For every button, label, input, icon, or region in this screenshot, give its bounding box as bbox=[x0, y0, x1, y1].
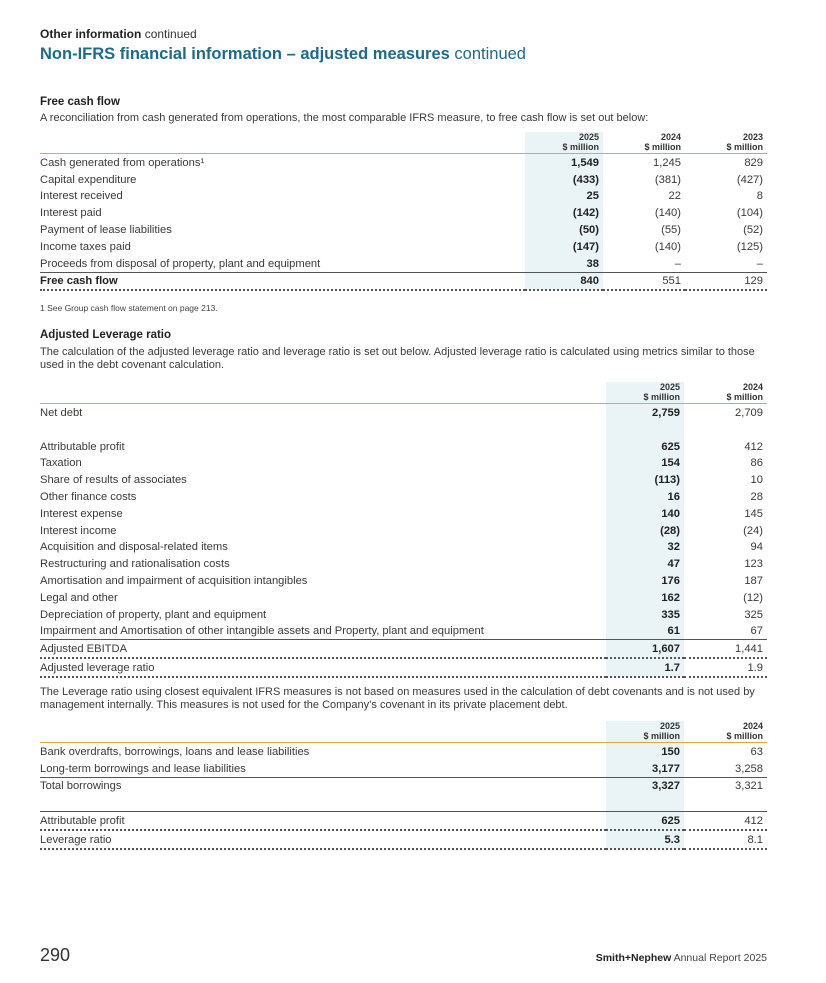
table-row bbox=[40, 505, 767, 522]
report-name: Annual Report 2025 bbox=[673, 952, 767, 964]
free-cash-flow-table bbox=[40, 132, 767, 291]
row-label: Attributable profit bbox=[40, 812, 606, 830]
cell-value: (125) bbox=[736, 240, 763, 253]
table-row bbox=[40, 522, 767, 539]
cell-value: – bbox=[756, 257, 763, 270]
table-row bbox=[40, 272, 767, 290]
cell-value: 22 bbox=[668, 190, 681, 203]
cell-value: 551 bbox=[603, 272, 685, 290]
cell-value: (433) bbox=[525, 171, 603, 188]
cell-value: 140 bbox=[606, 505, 684, 522]
cell-value: 38 bbox=[525, 255, 603, 272]
row-label: Bank overdrafts, borrowings, loans and lease liabilities bbox=[40, 745, 310, 758]
row-label: Adjusted EBITDA bbox=[40, 640, 606, 658]
table-row bbox=[40, 743, 767, 760]
cell-value: 25 bbox=[525, 188, 603, 205]
free-cash-flow-intro: A reconciliation from cash generated from operations, the most comparable IFRS measure, to free cash flow is set out below: bbox=[40, 112, 649, 124]
page-title-main: Non-IFRS financial information – adjusted measures bbox=[40, 45, 450, 63]
section-suffix: continued bbox=[144, 27, 197, 41]
page-title-suffix: continued bbox=[454, 45, 526, 63]
cell-value: (12) bbox=[743, 591, 763, 604]
cell-value: (28) bbox=[606, 522, 684, 539]
table-row bbox=[40, 488, 767, 505]
table-row bbox=[40, 539, 767, 556]
cell-value: 8 bbox=[756, 190, 763, 203]
cell-value: (147) bbox=[525, 238, 603, 255]
table-row bbox=[40, 830, 767, 849]
brand-name: Smith+Nephew bbox=[595, 952, 672, 964]
cell-value: 3,321 bbox=[684, 777, 767, 794]
cell-value: 123 bbox=[744, 558, 763, 571]
cell-value: (50) bbox=[525, 221, 603, 238]
row-label: Share of results of associates bbox=[40, 474, 187, 487]
cell-value: 1,441 bbox=[684, 640, 767, 658]
cell-value: 3,177 bbox=[606, 760, 684, 777]
cell-value: 154 bbox=[606, 455, 684, 472]
row-label: Interest expense bbox=[40, 507, 123, 520]
row-label: Payment of lease liabilities bbox=[40, 223, 172, 236]
row-label: Attributable profit bbox=[40, 440, 125, 453]
cell-value: 86 bbox=[750, 457, 763, 470]
cell-value: (52) bbox=[743, 223, 763, 236]
cell-value: 10 bbox=[750, 474, 763, 487]
table-row bbox=[40, 188, 767, 205]
cell-value: 1.7 bbox=[606, 658, 684, 677]
table-row bbox=[40, 640, 767, 658]
spacer-cell bbox=[40, 421, 606, 438]
cell-value: 829 bbox=[744, 156, 763, 169]
row-label: Cash generated from operations¹ bbox=[40, 156, 205, 169]
cell-value: 16 bbox=[606, 488, 684, 505]
row-label: Free cash flow bbox=[40, 272, 525, 290]
spacer-row bbox=[40, 794, 767, 812]
cell-value: 625 bbox=[606, 812, 684, 830]
cell-value: 150 bbox=[606, 743, 684, 760]
column-header: 2023 $ million bbox=[726, 132, 763, 152]
row-label: Adjusted leverage ratio bbox=[40, 658, 606, 677]
cell-value: 94 bbox=[750, 541, 763, 554]
column-header: 2024 $ million bbox=[726, 721, 763, 741]
free-cash-flow-heading: Free cash flow bbox=[40, 96, 120, 108]
footer-brand bbox=[596, 952, 767, 964]
cell-value: 325 bbox=[744, 608, 763, 621]
cell-value: 3,258 bbox=[735, 762, 763, 775]
cell-value: 335 bbox=[606, 606, 684, 623]
row-label: Leverage ratio bbox=[40, 830, 606, 849]
table-row bbox=[40, 589, 767, 606]
cell-value: (140) bbox=[654, 240, 681, 253]
table-row bbox=[40, 606, 767, 623]
row-label: Proceeds from disposal of property, plant and equipment bbox=[40, 257, 321, 270]
row-label: Net debt bbox=[40, 406, 83, 419]
cell-value: 412 bbox=[744, 440, 763, 453]
spacer-cell bbox=[684, 794, 767, 812]
column-spacer bbox=[40, 132, 525, 154]
footnote: 1 See Group cash flow statement on page 213. bbox=[40, 303, 218, 313]
table-row bbox=[40, 404, 767, 421]
cell-value: – bbox=[674, 257, 681, 270]
cell-value: 1,607 bbox=[606, 640, 684, 658]
cell-value: (104) bbox=[736, 207, 763, 220]
table-row bbox=[40, 760, 767, 777]
row-label: Acquisition and disposal-related items bbox=[40, 541, 228, 554]
section-heading bbox=[40, 27, 197, 41]
row-label: Capital expenditure bbox=[40, 173, 137, 186]
table-row bbox=[40, 238, 767, 255]
column-spacer bbox=[40, 382, 606, 404]
column-header: 2024 $ million bbox=[726, 382, 763, 402]
table-row bbox=[40, 455, 767, 472]
cell-value: 1.9 bbox=[684, 658, 767, 677]
cell-value: 840 bbox=[525, 272, 603, 290]
cell-value: 162 bbox=[606, 589, 684, 606]
cell-value: 2,709 bbox=[735, 406, 763, 419]
table-row bbox=[40, 221, 767, 238]
table-row bbox=[40, 471, 767, 488]
column-header: 2025 $ million bbox=[606, 382, 684, 404]
spacer-row bbox=[40, 421, 767, 438]
table-row bbox=[40, 204, 767, 221]
cell-value: (113) bbox=[606, 471, 684, 488]
cell-value: 28 bbox=[750, 490, 763, 503]
adjusted-leverage-heading: Adjusted Leverage ratio bbox=[40, 329, 172, 341]
row-label: Amortisation and impairment of acquisition intangibles bbox=[40, 574, 308, 587]
page-title bbox=[40, 45, 526, 64]
row-label: Long-term borrowings and lease liabilities bbox=[40, 762, 246, 775]
table-row bbox=[40, 171, 767, 188]
cell-value: 32 bbox=[606, 539, 684, 556]
adjusted-leverage-table bbox=[40, 382, 767, 678]
cell-value: (142) bbox=[525, 204, 603, 221]
cell-value: (55) bbox=[661, 223, 681, 236]
column-header: 2025 $ million bbox=[525, 132, 603, 154]
cell-value: 47 bbox=[606, 555, 684, 572]
cell-value: 129 bbox=[685, 272, 767, 290]
cell-value: 3,327 bbox=[606, 777, 684, 794]
cell-value: 625 bbox=[606, 438, 684, 455]
cell-value: 2,759 bbox=[606, 404, 684, 421]
table-row bbox=[40, 658, 767, 677]
table-row bbox=[40, 812, 767, 830]
cell-value: 1,245 bbox=[653, 156, 681, 169]
cell-value: 67 bbox=[750, 625, 763, 638]
row-label: Impairment and Amortisation of other intangible assets and Property, plant and equipment bbox=[40, 625, 484, 638]
cell-value: 176 bbox=[606, 572, 684, 589]
row-label: Legal and other bbox=[40, 591, 118, 604]
column-header: 2024 $ million bbox=[644, 132, 681, 152]
page-number: 290 bbox=[40, 945, 71, 965]
cell-value: 1,549 bbox=[525, 154, 603, 171]
row-label: Total borrowings bbox=[40, 777, 606, 794]
cell-value: (24) bbox=[743, 524, 763, 537]
spacer-cell bbox=[684, 421, 767, 438]
section-name: Other information bbox=[40, 27, 142, 41]
table-row bbox=[40, 777, 767, 794]
spacer-cell bbox=[40, 794, 606, 812]
adjusted-leverage-intro: The calculation of the adjusted leverage ratio and leverage ratio is set out below. Adjusted leverage ratio is calculated using metrics similar to those used in the debt covenant calculation. bbox=[40, 346, 755, 371]
leverage-table bbox=[40, 721, 767, 850]
cell-value: 5.3 bbox=[606, 830, 684, 849]
column-spacer bbox=[40, 721, 606, 743]
row-label: Other finance costs bbox=[40, 490, 137, 503]
table-row bbox=[40, 623, 767, 640]
row-label: Taxation bbox=[40, 457, 82, 470]
table-row bbox=[40, 438, 767, 455]
cell-value: 187 bbox=[744, 574, 763, 587]
column-header: 2025 $ million bbox=[606, 721, 684, 743]
row-label: Restructuring and rationalisation costs bbox=[40, 558, 230, 571]
row-label: Interest received bbox=[40, 190, 123, 203]
cell-value: 61 bbox=[606, 623, 684, 640]
cell-value: 412 bbox=[684, 812, 767, 830]
cell-value: 63 bbox=[750, 745, 763, 758]
cell-value: (427) bbox=[736, 173, 763, 186]
table-row bbox=[40, 255, 767, 272]
row-label: Depreciation of property, plant and equipment bbox=[40, 608, 267, 621]
row-label: Interest income bbox=[40, 524, 117, 537]
table-row bbox=[40, 572, 767, 589]
leverage-intro: The Leverage ratio using closest equivalent IFRS measures is not based on measures used in the calculation of debt covenants and is not used by management internally. This measures is not used for the Company’s covenant in its private placement debt. bbox=[40, 686, 755, 711]
spacer-cell bbox=[606, 421, 684, 438]
row-label: Income taxes paid bbox=[40, 240, 131, 253]
cell-value: 8.1 bbox=[684, 830, 767, 849]
cell-value: (140) bbox=[654, 207, 681, 220]
table-row bbox=[40, 154, 767, 171]
cell-value: (381) bbox=[654, 173, 681, 186]
cell-value: 145 bbox=[744, 507, 763, 520]
table-row bbox=[40, 555, 767, 572]
spacer-cell bbox=[606, 794, 684, 812]
row-label: Interest paid bbox=[40, 207, 102, 220]
